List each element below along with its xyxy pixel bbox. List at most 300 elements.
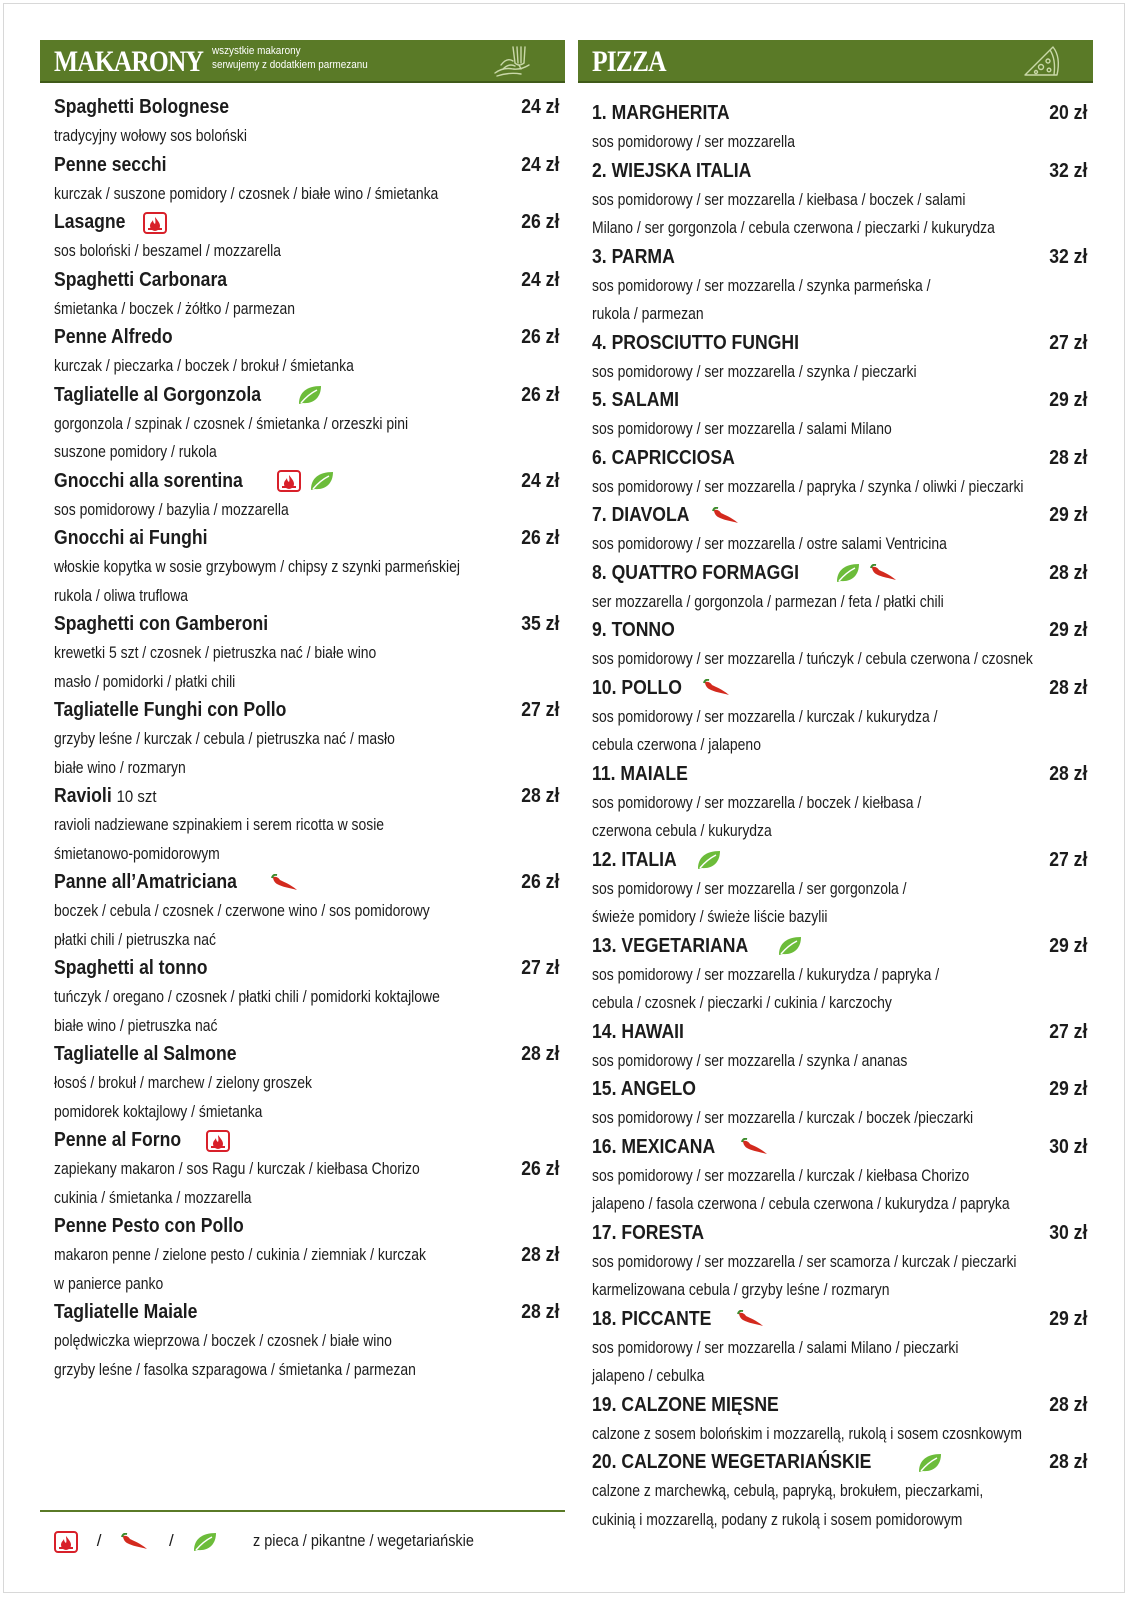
pasta-item <box>54 151 565 209</box>
pizza-item <box>592 1018 1093 1076</box>
pasta-item-description <box>54 1327 565 1356</box>
pizza-item-description-text: sos pomidorowy / ser mozzarella / papryka / szynka / oliwki / pieczarki <box>592 476 1024 496</box>
leaf-icon <box>917 1452 943 1474</box>
pizza-header <box>578 40 1093 83</box>
pizza-item-name <box>592 99 1093 128</box>
pasta-item-description <box>54 926 565 955</box>
pasta-item-name-text: Spaghetti Bolognese <box>54 96 230 118</box>
pasta-item-description <box>54 983 565 1012</box>
pizza-item-name <box>592 760 1093 789</box>
pizza-item <box>592 932 1093 1018</box>
pizza-item-description-text: czerwona cebula / kukurydza <box>592 821 772 840</box>
pizza-item-name-text: 14. HAWAII <box>592 1020 684 1043</box>
pizza-item <box>592 1075 1093 1133</box>
pizza-item-name-text: 11. MAIALE <box>592 762 688 785</box>
pizza-column <box>578 40 1093 1534</box>
pasta-item-name <box>54 954 565 983</box>
pasta-item-description <box>54 1098 565 1127</box>
pasta-fork-icon <box>491 43 535 79</box>
pasta-item-description <box>54 1012 565 1041</box>
pasta-item-name <box>54 696 565 725</box>
pizza-item-name <box>592 329 1093 358</box>
pasta-item-name <box>54 323 565 352</box>
legend-separator-2: / <box>168 1531 174 1550</box>
pizza-item-name <box>592 1448 1093 1477</box>
pizza-item <box>592 329 1093 387</box>
pasta-item-price: 24 zł <box>520 268 559 291</box>
pasta-item-name <box>54 1298 565 1327</box>
pizza-item-description <box>592 645 1093 674</box>
pasta-item-description <box>54 1356 565 1385</box>
makarony-subtitle-line-1: wszystkie makarony <box>212 45 301 57</box>
pasta-item-description <box>54 897 565 926</box>
pasta-item-price: 26 zł <box>520 383 559 406</box>
pizza-item <box>592 444 1093 502</box>
pizza-item-name-text: 10. POLLO <box>592 676 682 699</box>
pasta-item-name-text: Penne al Forno <box>54 1129 182 1151</box>
pasta-item <box>54 208 565 266</box>
pasta-item-description-text: śmietanka / boczek / żółtko / parmezan <box>54 298 295 318</box>
pizza-item-price: 27 zł <box>1048 1020 1087 1043</box>
pizza-item-name <box>592 1075 1093 1104</box>
pasta-item-name <box>54 1126 565 1155</box>
pizza-item <box>592 616 1093 674</box>
oven-icon <box>54 1531 78 1553</box>
pasta-item-description-text: zapiekany makaron / sos Ragu / kurczak / kiełbasa Chorizo <box>54 1159 420 1178</box>
chili-icon <box>736 1310 766 1328</box>
pasta-item-portion: 10 szt <box>116 787 157 806</box>
pizza-title: PIZZA <box>592 45 666 78</box>
pasta-item <box>54 782 565 868</box>
pizza-item-name-text: 2. WIEJSKA ITALIA <box>592 159 752 182</box>
pasta-item-description <box>54 496 565 525</box>
pizza-item-description-text: sos pomidorowy / ser mozzarella / salami Milano <box>592 419 892 438</box>
pizza-item-description <box>592 1276 1093 1305</box>
makarony-subtitle <box>212 44 368 72</box>
oven-icon <box>143 212 167 234</box>
pizza-item-price: 29 zł <box>1048 619 1087 641</box>
pizza-item <box>592 157 1093 243</box>
pizza-item-description <box>592 186 1093 215</box>
pizza-item-description-text: jalapeno / fasola czerwona / cebula czerwona / kukurydza / papryka <box>592 1194 1010 1213</box>
pizza-item-description <box>592 473 1093 502</box>
pasta-item-name-text: Tagliatelle Funghi con Pollo <box>54 699 287 721</box>
pizza-item-price: 30 zł <box>1048 1221 1087 1244</box>
makarony-column <box>40 40 565 1384</box>
pizza-item-description <box>592 588 1093 617</box>
pizza-item <box>592 674 1093 760</box>
makarony-list <box>40 93 565 1384</box>
oven-icon <box>206 1130 230 1152</box>
pizza-item-description-text: jalapeno / cebulka <box>592 1366 705 1385</box>
pizza-item-price: 28 zł <box>1048 446 1087 469</box>
pasta-item-description-text: krewetki 5 szt / czosnek / pietruszka nać / białe wino <box>54 643 377 662</box>
pasta-item <box>54 1298 565 1384</box>
pasta-item-description-text: suszone pomidory / rukola <box>54 442 217 461</box>
pasta-item-description <box>54 725 565 754</box>
pizza-item-description <box>592 128 1093 157</box>
pizza-item-name <box>592 932 1093 961</box>
pizza-item <box>592 1133 1093 1219</box>
pizza-item-description <box>592 817 1093 846</box>
pizza-item-name-text: 5. SALAMI <box>592 389 680 411</box>
pizza-item-price: 30 zł <box>1048 1135 1087 1158</box>
pizza-item-description <box>592 1104 1093 1133</box>
pasta-item <box>54 266 565 324</box>
legend-row <box>54 1526 513 1556</box>
pizza-item-description <box>592 1362 1093 1391</box>
leaf-icon <box>192 1531 218 1553</box>
pizza-item-description-text: sos pomidorowy / ser mozzarella / szynka / pieczarki <box>592 361 917 381</box>
pizza-item-price: 29 zł <box>1048 504 1087 526</box>
pasta-item-price: 35 zł <box>520 613 559 635</box>
pizza-item-description <box>592 1334 1093 1363</box>
pasta-item-description <box>54 438 565 467</box>
pasta-item-name-text: Penne secchi <box>54 153 167 176</box>
pizza-item-name <box>592 616 1093 645</box>
pizza-item <box>592 1448 1093 1534</box>
pasta-item-name <box>54 381 565 410</box>
pasta-item-description-text: makaron penne / zielone pesto / cukinia / ziemniak / kurczak <box>54 1245 426 1264</box>
pizza-item-description-text: sos pomidorowy / ser mozzarella / kiełbasa / boczek / salami <box>592 189 966 209</box>
pasta-item-description-text: płatki chili / pietruszka nać <box>54 929 216 949</box>
pasta-item-description <box>54 668 565 697</box>
pasta-item-description-text: sos pomidorowy / bazylia / mozzarella <box>54 499 289 519</box>
pasta-item-name-text: Tagliatelle Maiale <box>54 1301 198 1323</box>
pasta-item-description-text: grzyby leśne / fasolka szparagowa / śmietanka / parmezan <box>54 1359 416 1379</box>
pasta-item-price: 28 zł <box>520 1244 559 1266</box>
pasta-item-name-text: Ravioli <box>54 785 112 807</box>
pasta-item-name <box>54 93 565 122</box>
pasta-item-description-text: ravioli nadziewane szpinakiem i serem ricotta w sosie <box>54 815 385 834</box>
pizza-item-description-text: rukola / parmezan <box>592 304 704 323</box>
pasta-item-description-text: tradycyjny wołowy sos boloński <box>54 126 247 145</box>
pizza-item-description-text: cebula / czosnek / pieczarki / cukinia / karczochy <box>592 993 892 1012</box>
pizza-item-description-text: sos pomidorowy / ser mozzarella <box>592 132 795 151</box>
pizza-item-description-text: sos pomidorowy / ser mozzarella / salami Milano / pieczarki <box>592 1337 959 1357</box>
pizza-item-name-text: 17. FORESTA <box>592 1221 705 1244</box>
pizza-item-description-text: Milano / ser gorgonzola / cebula czerwona / pieczarki / kukurydza <box>592 218 995 237</box>
pasta-item-name <box>54 467 565 496</box>
pizza-item-name-text: 15. ANGELO <box>592 1078 697 1100</box>
pizza-item-price: 28 zł <box>1048 1393 1087 1416</box>
chili-icon <box>740 1138 770 1156</box>
pizza-item-name-text: 9. TONNO <box>592 619 675 641</box>
pizza-item-name <box>592 674 1093 703</box>
pizza-item-price: 27 zł <box>1048 848 1087 871</box>
pasta-item-description-text: polędwiczka wieprzowa / boczek / czosnek / białe wino <box>54 1331 392 1350</box>
pizza-item-name-text: 13. VEGETARIANA <box>592 934 749 957</box>
pizza-item-name-text: 18. PICCANTE <box>592 1307 712 1330</box>
pizza-item-name-text: 20. CALZONE WEGETARIAŃSKIE <box>592 1451 872 1473</box>
pasta-item-price: 28 zł <box>520 1301 559 1323</box>
pizza-item-name <box>592 444 1093 473</box>
pizza-item-description <box>592 875 1093 904</box>
pasta-item-description <box>54 811 565 840</box>
pizza-item-name <box>592 1219 1093 1248</box>
chili-icon <box>711 507 741 525</box>
pizza-item-description <box>592 415 1093 444</box>
pasta-item-description <box>54 122 565 151</box>
pasta-item-description <box>54 180 565 209</box>
pasta-item-name <box>54 208 565 237</box>
pizza-item-description-text: sos pomidorowy / ser mozzarella / ser gorgonzola / <box>592 878 907 898</box>
pizza-item-name-text: 7. DIAVOLA <box>592 504 690 526</box>
pizza-item-description <box>592 731 1093 760</box>
pizza-item-description-text: sos pomidorowy / ser mozzarella / szynka / ananas <box>592 1050 908 1070</box>
makarony-title: MAKARONY <box>54 45 204 78</box>
legend-separator-1: / <box>96 1531 102 1550</box>
pasta-item-description-text: tuńczyk / oregano / czosnek / płatki chili / pomidorki koktajlowe <box>54 987 440 1006</box>
pasta-item-name-text: Penne Pesto con Pollo <box>54 1215 244 1237</box>
pasta-item-name-text: Gnocchi ai Funghi <box>54 527 208 549</box>
pasta-item-description-text: śmietanowo-pomidorowym <box>54 843 220 863</box>
pasta-item <box>54 381 565 467</box>
pizza-item-description-text: sos pomidorowy / ser mozzarella / kurczak / kukurydza / <box>592 706 938 726</box>
pizza-item-description <box>592 1420 1093 1449</box>
pasta-item-description-text: rukola / oliwa truflowa <box>54 585 189 605</box>
makarony-subtitle-line-2: serwujemy z dodatkiem parmezanu <box>212 59 368 71</box>
pizza-item <box>592 1305 1093 1391</box>
pasta-item-price: 27 zł <box>520 957 559 979</box>
pizza-item-description-text: cukinią i mozzarellą, podany z rukolą i sosem pomidorowym <box>592 1509 963 1529</box>
pizza-item <box>592 386 1093 444</box>
pasta-item-description <box>54 237 565 266</box>
pasta-item-description <box>54 1069 565 1098</box>
pizza-item-name <box>592 157 1093 186</box>
pizza-item-price: 28 zł <box>1048 676 1087 699</box>
pasta-item-description-text: boczek / cebula / czosnek / czerwone wino / sos pomidorowy <box>54 901 430 920</box>
pizza-item-price: 28 zł <box>1048 561 1087 584</box>
pasta-item-name <box>54 782 565 811</box>
pizza-item-price: 32 zł <box>1048 245 1087 268</box>
pasta-item-name <box>54 266 565 295</box>
pasta-item <box>54 1040 565 1126</box>
pizza-item-description <box>592 703 1093 732</box>
pizza-item-description-text: sos pomidorowy / ser mozzarella / kurczak / kiełbasa Chorizo <box>592 1165 970 1185</box>
pasta-item-description <box>54 1241 565 1270</box>
pizza-item-description <box>592 961 1093 990</box>
pizza-item-description <box>592 1477 1093 1506</box>
pizza-item-name-text: 16. MEXICANA <box>592 1135 716 1158</box>
pasta-item-price: 26 zł <box>520 326 559 348</box>
pasta-item-description <box>54 410 565 439</box>
pizza-item-description <box>592 1047 1093 1076</box>
pasta-item <box>54 93 565 151</box>
pizza-item-description <box>592 214 1093 243</box>
pizza-item-price: 29 zł <box>1048 1307 1087 1330</box>
pasta-item-name-text: Panne all’Amatriciana <box>54 871 237 893</box>
pizza-item-name <box>592 1391 1093 1420</box>
pizza-item <box>592 243 1093 329</box>
pasta-item-description-text: włoskie kopytka w sosie grzybowym / chipsy z szynki parmeńskiej <box>54 557 460 576</box>
pizza-item-name-text: 3. PARMA <box>592 245 675 268</box>
pasta-item-price: 28 zł <box>520 785 559 807</box>
pizza-item-price: 28 zł <box>1048 762 1087 785</box>
pasta-item-price: 24 zł <box>520 469 559 492</box>
pasta-item-description-text: masło / pomidorki / płatki chili <box>54 671 236 691</box>
pizza-item <box>592 99 1093 157</box>
pizza-item-description-text: sos pomidorowy / ser mozzarella / szynka parmeńska / <box>592 275 931 295</box>
pasta-item-name-text: Spaghetti Carbonara <box>54 268 228 291</box>
pizza-item-name <box>592 559 1093 588</box>
pizza-item <box>592 846 1093 932</box>
chili-icon <box>869 564 899 582</box>
pasta-item-description <box>54 639 565 668</box>
legend-text: z pieca / pikantne / wegetariańskie <box>253 1531 475 1550</box>
legend <box>40 1510 565 1550</box>
pizza-item-name <box>592 1305 1093 1334</box>
chili-icon <box>270 874 300 892</box>
pizza-item-price: 29 zł <box>1048 1078 1087 1100</box>
oven-icon <box>277 470 301 492</box>
pasta-item-name <box>54 524 565 553</box>
pasta-item-name <box>54 1212 565 1241</box>
pasta-item <box>54 954 565 1040</box>
pasta-item <box>54 1126 565 1212</box>
pizza-item-price: 29 zł <box>1048 934 1087 957</box>
pizza-item-name-text: 8. QUATTRO FORMAGGI <box>592 561 799 584</box>
pasta-item-description <box>54 582 565 611</box>
pasta-item <box>54 524 565 610</box>
pasta-item-name-text: Tagliatelle al Gorgonzola <box>54 383 262 406</box>
pizza-item-name-text: 1. MARGHERITA <box>592 102 730 124</box>
pizza-item-name <box>592 243 1093 272</box>
pizza-item-price: 20 zł <box>1048 102 1087 124</box>
leaf-icon <box>297 384 323 406</box>
pasta-item-description <box>54 840 565 869</box>
pasta-item-name <box>54 610 565 639</box>
pizza-item-name-text: 6. CAPRICCIOSA <box>592 446 735 469</box>
pizza-item-name <box>592 1018 1093 1047</box>
pasta-item-price: 26 zł <box>520 1158 559 1180</box>
pasta-item-price: 24 zł <box>520 96 559 118</box>
pizza-item-description-text: sos pomidorowy / ser mozzarella / boczek / kiełbasa / <box>592 792 922 812</box>
pizza-item-description-text: sos pomidorowy / ser mozzarella / ser scamorza / kurczak / pieczarki <box>592 1251 1017 1271</box>
pizza-item-name-text: 12. ITALIA <box>592 848 677 871</box>
pizza-item-name <box>592 386 1093 415</box>
pasta-item-name <box>54 868 565 897</box>
pizza-item-description <box>592 1162 1093 1191</box>
pasta-item-description-text: białe wino / rozmaryn <box>54 757 186 777</box>
pasta-item-description <box>54 1155 565 1184</box>
chili-icon <box>702 679 732 697</box>
chili-icon <box>120 1533 150 1551</box>
pasta-item-name <box>54 151 565 180</box>
pizza-item-price: 29 zł <box>1048 389 1087 411</box>
pizza-item <box>592 1391 1093 1449</box>
pasta-item-name-text: Spaghetti con Gamberoni <box>54 613 269 635</box>
pasta-item-description-text: łosoś / brokuł / marchew / zielony groszek <box>54 1073 312 1092</box>
pizza-item-description <box>592 903 1093 932</box>
pasta-item-price: 28 zł <box>520 1043 559 1065</box>
pizza-item <box>592 1219 1093 1305</box>
pasta-item <box>54 696 565 782</box>
pasta-item-price: 24 zł <box>520 153 559 176</box>
pasta-item-name-text: Penne Alfredo <box>54 326 173 348</box>
pasta-item-description <box>54 1270 565 1299</box>
pasta-item-description <box>54 754 565 783</box>
pasta-item-description-text: kurczak / suszone pomidory / czosnek / białe wino / śmietanka <box>54 183 439 203</box>
pizza-item-name <box>592 501 1093 530</box>
pasta-item-description <box>54 553 565 582</box>
pizza-item-name <box>592 846 1093 875</box>
pasta-item-name-text: Spaghetti al tonno <box>54 957 208 979</box>
pasta-item-description <box>54 1184 565 1213</box>
pizza-item-name-text: 19. CALZONE MIĘSNE <box>592 1393 779 1416</box>
pizza-item-description-text: sos pomidorowy / ser mozzarella / tuńczyk / cebula czerwona / czosnek <box>592 649 1033 668</box>
pasta-item <box>54 323 565 381</box>
pizza-item-name <box>592 1133 1093 1162</box>
pasta-item-description <box>54 352 565 381</box>
pasta-item-price: 26 zł <box>520 871 559 893</box>
pizza-item-price: 27 zł <box>1048 331 1087 354</box>
pizza-item-description <box>592 358 1093 387</box>
pizza-item-description-text: sos pomidorowy / ser mozzarella / kurczak / boczek /pieczarki <box>592 1108 974 1127</box>
pasta-item <box>54 868 565 954</box>
pizza-item-name-text: 4. PROSCIUTTO FUNGHI <box>592 331 799 354</box>
pizza-item <box>592 501 1093 559</box>
pizza-item <box>592 559 1093 617</box>
pizza-item-description <box>592 1248 1093 1277</box>
pizza-item-description-text: karmelizowana cebula / grzyby leśne / rozmaryn <box>592 1280 890 1299</box>
pasta-item-description-text: cukinia / śmietanka / mozzarella <box>54 1187 252 1207</box>
pasta-item-description-text: w panierce panko <box>54 1273 164 1293</box>
pizza-item-description-text: sos pomidorowy / ser mozzarella / kukurydza / papryka / <box>592 964 940 984</box>
pasta-item <box>54 610 565 696</box>
pasta-item-name-text: Lasagne <box>54 211 126 233</box>
pasta-item-description-text: białe wino / pietruszka nać <box>54 1015 218 1035</box>
leaf-icon <box>835 562 861 584</box>
pasta-item <box>54 1212 565 1298</box>
leaf-icon <box>309 470 335 492</box>
pizza-item-price: 32 zł <box>1048 159 1087 182</box>
pizza-slice-icon <box>1019 43 1063 79</box>
pasta-item-price: 26 zł <box>520 527 559 549</box>
pizza-item-description <box>592 1506 1093 1535</box>
pasta-item-description-text: pomidorek koktajlowy / śmietanka <box>54 1101 263 1121</box>
pasta-item-name-text: Tagliatelle al Salmone <box>54 1043 237 1065</box>
pizza-item-description-text: calzone z sosem bolońskim i mozzarellą, rukolą i sosem czosnkowym <box>592 1423 1022 1443</box>
pizza-item-description <box>592 272 1093 301</box>
leaf-icon <box>777 935 803 957</box>
pizza-item-description-text: sos pomidorowy / ser mozzarella / ostre salami Ventricina <box>592 534 947 553</box>
pasta-item-description-text: kurczak / pieczarka / boczek / brokuł / śmietanka <box>54 356 354 375</box>
pasta-item-description-text: sos boloński / beszamel / mozzarella <box>54 241 282 260</box>
pizza-item-description-text: calzone z marchewką, cebulą, papryką, brokułem, pieczarkami, <box>592 1481 984 1500</box>
pasta-item-name-text: Gnocchi alla sorentina <box>54 469 243 492</box>
makarony-header <box>40 40 565 83</box>
pizza-list <box>578 99 1093 1534</box>
pasta-item <box>54 467 565 525</box>
pasta-item-description-text: gorgonzola / szpinak / czosnek / śmietanka / orzeszki pini <box>54 413 409 433</box>
pizza-item-description <box>592 530 1093 559</box>
pizza-item-description <box>592 789 1093 818</box>
pasta-item-price: 27 zł <box>520 699 559 721</box>
pizza-item-description-text: ser mozzarella / gorgonzola / parmezan / feta / płatki chili <box>592 591 944 611</box>
pizza-item-price: 28 zł <box>1048 1451 1087 1473</box>
pasta-item-description <box>54 295 565 324</box>
leaf-icon <box>696 849 722 871</box>
pizza-item-description <box>592 1190 1093 1219</box>
pasta-item-name <box>54 1040 565 1069</box>
pasta-item-description-text: grzyby leśne / kurczak / cebula / pietruszka nać / masło <box>54 729 395 748</box>
pizza-item-description-text: świeże pomidory / świeże liście bazylii <box>592 907 828 926</box>
pizza-item-description-text: cebula czerwona / jalapeno <box>592 735 761 754</box>
pasta-item-price: 26 zł <box>520 211 559 233</box>
pizza-item <box>592 760 1093 846</box>
pizza-item-description <box>592 989 1093 1018</box>
